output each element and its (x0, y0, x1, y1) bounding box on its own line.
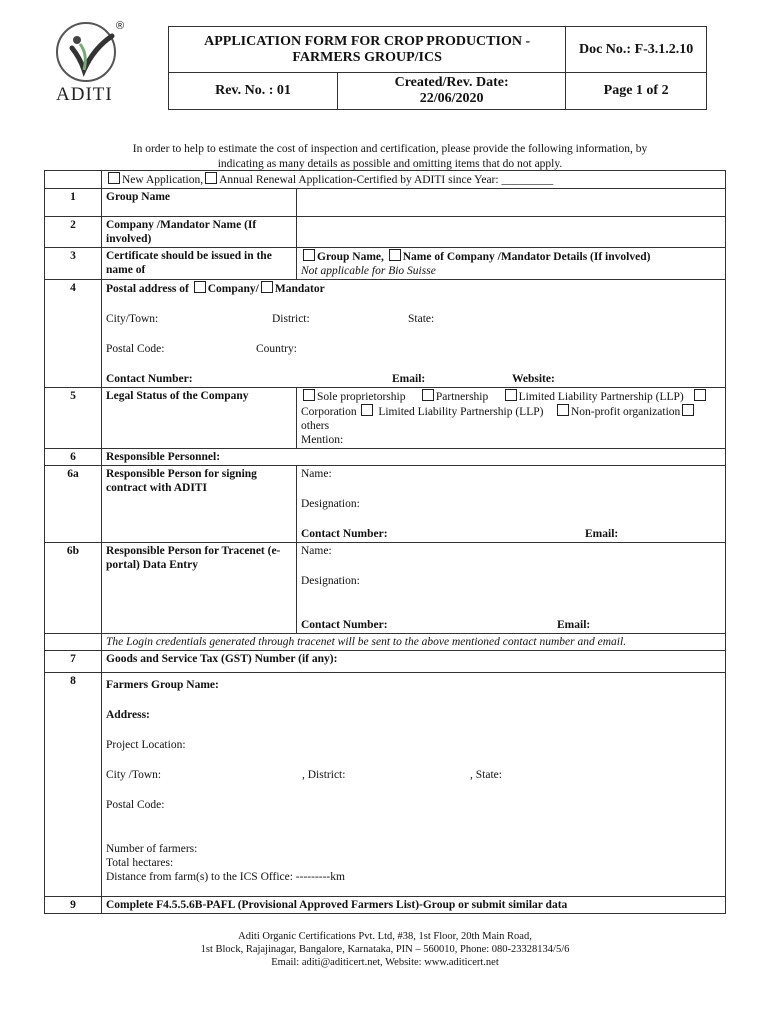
extra-checkbox[interactable] (694, 389, 706, 401)
row-number: 6b (45, 543, 102, 634)
row-number: 4 (45, 280, 102, 388)
farmers-group-name-label: Farmers Group Name: (106, 679, 219, 691)
group-name-option: Group Name, (317, 251, 384, 263)
group-name-label: Group Name (102, 189, 297, 217)
city-line (106, 312, 721, 326)
page-number: Page 1 of 2 (566, 73, 707, 110)
intro-text: In order to help to estimate the cost of inspection and certification, please provide the following information, by indicating as many details as possible and omitting items that do not apply. (132, 143, 648, 170)
created-label: Created/Rev. Date: (394, 75, 509, 90)
company-name-label: Company /Mandator Name (If involved) (102, 217, 297, 248)
corporation-checkbox[interactable] (361, 404, 373, 416)
pafl-instruction: Complete F4.5.5.6B-PAFL (Provisional Approved Farmers List)-Group or submit similar data (102, 897, 726, 914)
new-application-checkbox[interactable] (108, 172, 120, 184)
row-number: 7 (45, 651, 102, 673)
email-label: Email: (392, 373, 426, 385)
revision-number: Rev. No. : 01 (169, 73, 338, 110)
state-label: , State: (470, 769, 502, 781)
group-name-field[interactable] (297, 189, 726, 217)
certificate-name-label: Certificate should be issued in the name of (102, 248, 297, 280)
mandator-address-checkbox[interactable] (261, 281, 273, 293)
certificate-name-options (297, 248, 726, 280)
district-label: , District: (302, 769, 346, 781)
mention-label: Mention: (301, 434, 344, 446)
sole-proprietorship-checkbox[interactable] (303, 389, 315, 401)
row-number: 2 (45, 217, 102, 248)
row-number: 3 (45, 248, 102, 280)
name-label: Name: (301, 545, 332, 557)
registered-mark: ® (116, 20, 125, 32)
postal-address-heading: Postal address of Company/ Mandator (106, 283, 325, 295)
signing-person-fields (297, 466, 726, 543)
application-form-table (44, 170, 726, 914)
company-address-checkbox[interactable] (194, 281, 206, 293)
others-checkbox[interactable] (682, 404, 694, 416)
footer-address (100, 930, 670, 969)
responsible-personnel-label: Responsible Personnel: (102, 449, 726, 466)
contact-number-label: Contact Number: (301, 619, 388, 631)
contact-number-label: Contact Number: (106, 373, 193, 385)
legal-status-label: Legal Status of the Company (102, 388, 297, 449)
state-label: State: (408, 313, 435, 325)
llp-checkbox[interactable] (505, 389, 517, 401)
signing-person-label: Responsible Person for signing contract with ADITI (102, 466, 297, 543)
form-title: APPLICATION FORM FOR CROP PRODUCTION - FARMERS GROUP/ICS (169, 27, 566, 73)
new-application-label: New Application, (122, 174, 204, 186)
farmers-group-block (102, 673, 726, 897)
district-label: District: (272, 313, 310, 325)
partnership-checkbox[interactable] (422, 389, 434, 401)
designation-label: Designation: (301, 575, 360, 587)
postal-code-label: Postal Code: (106, 343, 165, 355)
renewal-label: Annual Renewal Application-Certified by ADITI since Year: _________ (219, 174, 554, 186)
row-number: 5 (45, 388, 102, 449)
website-label: Website: (512, 373, 555, 385)
login-note: The Login credentials generated through tracenet will be sent to the above mentioned contact number and email. (102, 634, 726, 651)
row-number: 1 (45, 189, 102, 217)
city-label: City/Town: (106, 313, 159, 325)
row-number: 9 (45, 897, 102, 914)
email-label: Email: (585, 528, 619, 540)
designation-label: Designation: (301, 498, 360, 510)
footer-line-3: Email: aditi@aditicert.net, Website: www.aditicert.net (271, 957, 499, 968)
postal-line (106, 342, 721, 356)
logo-emblem-icon (50, 18, 140, 88)
total-hectares-label: Total hectares: (106, 857, 174, 869)
email-label: Email: (557, 619, 591, 631)
bio-suisse-note: Not applicable for Bio Suisse (301, 265, 436, 277)
company-details-checkbox[interactable] (389, 249, 401, 261)
postal-address-block (102, 280, 726, 388)
contact-line (106, 372, 721, 386)
tracenet-person-fields (297, 543, 726, 634)
row-number: 8 (45, 673, 102, 897)
contact-number-label: Contact Number: (301, 528, 388, 540)
footer-line-2: 1st Block, Rajajinagar, Bangalore, Karnataka, PIN – 560010, Phone: 080-23328134/5/6 (200, 944, 570, 955)
header-table (168, 26, 707, 110)
gst-number-label: Goods and Service Tax (GST) Number (if any): (102, 651, 726, 673)
row-number: 6a (45, 466, 102, 543)
renewal-checkbox[interactable] (205, 172, 217, 184)
tracenet-person-label: Responsible Person for Tracenet (e-portal) Data Entry (102, 543, 297, 634)
address-label: Address: (106, 709, 150, 721)
application-type-row (102, 171, 726, 189)
doc-number: Doc No.: F-3.1.2.10 (566, 27, 707, 73)
created-date: 22/06/2020 (419, 91, 484, 106)
distance-label: Distance from farm(s) to the ICS Office: ---------km (106, 871, 345, 883)
city-label: City /Town: (106, 769, 162, 781)
company-details-option: Name of Company /Mandator Details (If involved) (402, 251, 651, 263)
footer-line-1: Aditi Organic Certifications Pvt. Ltd, #38, 1st Floor, 20th Main Road, (238, 931, 532, 942)
name-label: Name: (301, 468, 332, 480)
group-name-checkbox[interactable] (303, 249, 315, 261)
company-name-field[interactable] (297, 217, 726, 248)
legal-status-options: Sole proprietorship Partnership Limited Liability Partnership (LLP) Corporation Limited Liability Partnership (LLP) Non-profit organizationothers Mention: (297, 388, 726, 449)
logo-text: ADITI (56, 84, 113, 105)
number-of-farmers-label: Number of farmers: (106, 843, 198, 855)
non-profit-checkbox[interactable] (557, 404, 569, 416)
postal-code-label: Postal Code: (106, 799, 165, 811)
project-location-label: Project Location: (106, 739, 186, 751)
aditi-logo (50, 18, 140, 113)
created-date-cell (338, 73, 566, 110)
row-number: 6 (45, 449, 102, 466)
country-label: Country: (256, 343, 297, 355)
